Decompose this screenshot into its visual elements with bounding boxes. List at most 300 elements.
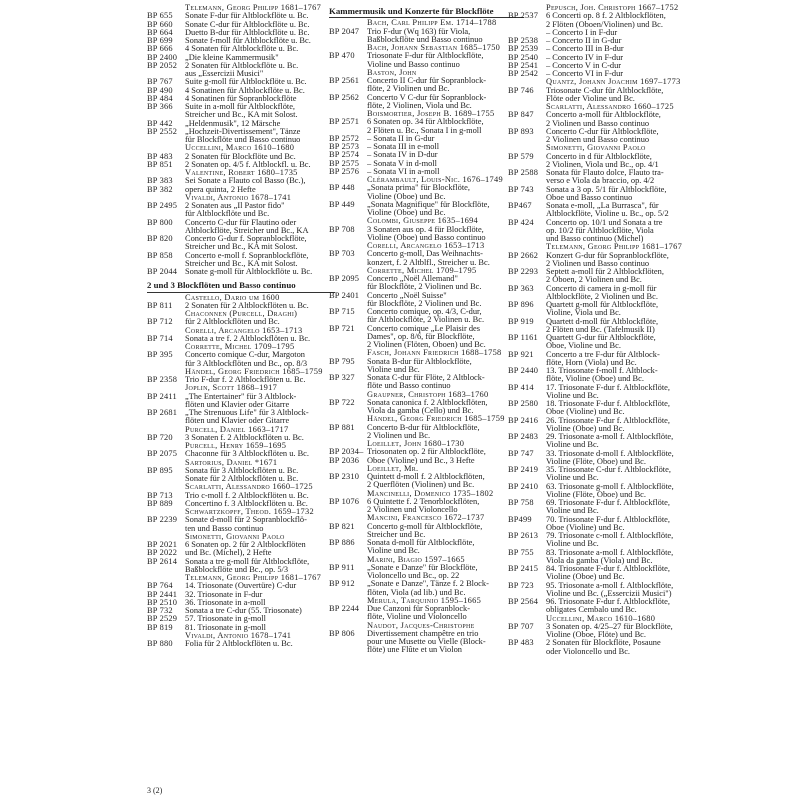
work-title: 79. Triosonate c-moll f. Altblockflöte,	[546, 532, 674, 540]
catalog-entry	[147, 210, 335, 218]
work-title: obligates Cembalo und Bc.	[546, 606, 637, 615]
composer-name: Purcell, Henry 1659–1695	[185, 442, 287, 450]
catalog-entry	[508, 532, 718, 540]
work-title: Oboe und Basso continuo	[546, 193, 633, 202]
catalog-entry	[508, 334, 718, 342]
catalog-entry	[147, 235, 335, 243]
work-title: flöte, 2 Violinen und Bc.	[367, 85, 450, 94]
work-title: Violine, Viola und Bc.	[546, 309, 621, 318]
catalog-number: BP 2564	[508, 597, 539, 606]
catalog-number: BP 2580	[508, 399, 539, 408]
catalog-number: BP 1161	[508, 333, 538, 342]
work-title: „Heldenmusik", 12 Märsche	[185, 119, 281, 128]
catalog-entry	[508, 318, 718, 326]
work-title: 32. Triosonate in F-dur	[185, 590, 263, 599]
catalog-number	[329, 432, 367, 440]
catalog-entry	[508, 120, 718, 128]
work-title: Streicher und Bc., KA mit Solost.	[185, 111, 298, 120]
catalog-number: BP 655	[147, 11, 173, 21]
catalog-entry	[508, 458, 718, 466]
work-title: „Sonate e Danze" für Blockflöte,	[367, 563, 478, 572]
catalog-number: BP 483	[147, 151, 173, 161]
work-title: 2 Sonaten für Altblockflöte u. Bc.	[185, 61, 299, 70]
catalog-entry	[508, 136, 718, 144]
work-title: flöte und Basso continuo	[367, 382, 451, 391]
work-title: Sonata d-moll für Altblockflöte,	[367, 539, 475, 547]
catalog-entry	[147, 516, 335, 524]
catalog-number: BP 442	[147, 118, 173, 128]
catalog-entry	[147, 37, 335, 45]
catalog-number: BP 2541	[508, 60, 539, 70]
catalog-number: BP 664	[147, 27, 173, 37]
composer-name: Castello, Dario um 1600	[185, 293, 280, 302]
catalog-entry	[508, 549, 718, 557]
catalog-entry	[329, 184, 524, 192]
catalog-number: BP 2400	[147, 52, 178, 62]
composer-name: Simonetti, Giovanni Paolo	[185, 532, 285, 541]
work-title: flöte, Violine und Violoncello	[367, 613, 467, 622]
composer-name: Scarlatti, Alessandro 1660–1725	[185, 483, 313, 492]
composer-name: Telemann, Georg Philipp 1681–1767	[546, 243, 683, 252]
work-title: „Die kleine Kammermusik"	[185, 53, 279, 62]
work-title: 2 Sonaten op. 4/5 f. Altblockfl. u. Bc.	[185, 160, 311, 169]
work-title: für Altblockflöte, 2 Violinen u. Bc.	[367, 316, 485, 325]
catalog-entry	[329, 374, 524, 382]
composer-heading	[508, 615, 718, 623]
catalog-number	[147, 360, 185, 368]
catalog-number	[329, 382, 367, 390]
catalog-number: BP 764	[147, 581, 173, 591]
catalog-number: BP 811	[147, 300, 173, 310]
composer-heading	[147, 343, 335, 351]
composer-name: Corelli, Arcangelo 1653–1713	[367, 242, 485, 250]
work-title: flöte) une Flûte et un Violon	[367, 646, 462, 655]
catalog-entry	[329, 250, 524, 258]
catalog-entry	[147, 640, 335, 648]
work-title: Violine und Basso continuo	[367, 60, 460, 69]
catalog-number: BP 2561	[329, 76, 360, 85]
catalog-entry	[329, 638, 524, 646]
catalog-number: BP 2662	[508, 250, 539, 260]
catalog-entry	[329, 531, 524, 539]
work-title: Violine und Bc.	[367, 365, 420, 374]
composer-heading	[329, 176, 524, 184]
catalog-entry	[147, 12, 335, 20]
catalog-number: BP 758	[508, 498, 534, 507]
composer-name: Joplin, Scott 1868–1917	[185, 384, 278, 393]
catalog-entry	[329, 341, 524, 349]
catalog-number: BP 2529	[147, 614, 178, 624]
catalog-number: BP 2574	[329, 150, 360, 160]
catalog-number: BP 819	[147, 622, 173, 632]
composer-heading	[329, 44, 524, 52]
work-title: 4 Sonatinen für Sopranblockflöte	[185, 94, 297, 103]
catalog-list-2	[329, 19, 524, 654]
catalog-entry	[329, 424, 524, 432]
work-title: für Altblockflöte und Bc.	[185, 210, 270, 219]
work-title: Violine und Bc.	[546, 391, 599, 400]
composer-name: Uccellini, Marco 1610–1680	[546, 614, 656, 623]
catalog-entry	[329, 193, 524, 201]
work-title: Concerto a tre F-dur für Altblock-	[546, 350, 660, 359]
catalog-number: BP 2537	[508, 11, 539, 21]
composer-heading	[147, 169, 335, 177]
catalog-entry	[147, 351, 335, 359]
composer-heading	[508, 78, 718, 86]
work-title: Concerto comique, op. 4/3, C-dur,	[367, 308, 482, 316]
work-title: für Blockflöte und Basso continuo	[185, 136, 301, 144]
work-title: 26. Triosonate F-dur f. Altblockflöte,	[546, 416, 670, 425]
catalog-number: BP 2419	[508, 465, 539, 474]
catalog-entry	[329, 580, 524, 588]
composer-name: Colombi, Giuseppe 1635–1694	[367, 217, 479, 226]
catalog-number: BP 2441	[147, 589, 178, 599]
composer-name: Naudot, Jacques-Christophe	[367, 621, 475, 630]
work-title: Septett a-moll für 2 Altblockflöten,	[546, 268, 664, 276]
catalog-entry	[508, 524, 718, 532]
catalog-number: BP 896	[508, 300, 534, 309]
catalog-entry	[147, 376, 335, 384]
catalog-entry	[329, 168, 524, 176]
composer-heading	[147, 574, 335, 582]
catalog-number: BP 2416	[508, 415, 539, 425]
catalog-entry	[508, 177, 718, 185]
catalog-number: BP 723	[508, 580, 534, 590]
catalog-number	[508, 235, 546, 243]
catalog-entry	[508, 425, 718, 433]
catalog-number: BP 2075	[147, 449, 178, 459]
catalog-entry	[508, 285, 718, 293]
catalog-entry	[508, 648, 718, 656]
composer-heading	[147, 310, 335, 318]
catalog-number: BP 2571	[329, 117, 360, 127]
work-title: 13. Triosonate f-moll f. Altblock-	[546, 367, 658, 375]
catalog-list-3	[508, 4, 718, 656]
work-title: 6 Quintette f. 2 Tenorblockflöten,	[367, 497, 480, 506]
catalog-entry	[147, 393, 335, 401]
work-title: 4 Sonaten für Altblockflöte u. Bc.	[185, 45, 299, 54]
work-title: Concerto B-dur für Altblockflöte,	[367, 423, 480, 432]
catalog-entry	[147, 467, 335, 475]
work-title: Concerto II C-dur für Sopranblock-	[367, 77, 487, 85]
catalog-entry	[147, 186, 335, 194]
catalog-number: BP 490	[147, 85, 173, 95]
catalog-entry	[329, 209, 524, 217]
catalog-entry	[329, 539, 524, 547]
composer-name: Scarlatti, Alessandro 1660–1725	[546, 103, 674, 111]
catalog-entry	[147, 243, 335, 251]
catalog-entry	[508, 557, 718, 565]
catalog-number: BP 712	[147, 317, 173, 327]
catalog-entry	[329, 226, 524, 234]
catalog-entry	[329, 366, 524, 374]
catalog-number: BP 2401	[329, 290, 360, 300]
catalog-number: BP 2044	[147, 267, 178, 276]
catalog-number: BP 2576	[329, 166, 360, 176]
catalog-number: BP 2495	[147, 201, 178, 210]
catalog-number	[508, 21, 546, 29]
catalog-entry	[508, 565, 718, 573]
work-title: Streicher und Bc., KA mit Solost.	[185, 243, 298, 252]
work-title: ten und Basso continuo	[185, 524, 264, 533]
work-title: Chaconne für 3 Altblockflöten u. Bc.	[185, 450, 309, 459]
work-title: Trio F-dur (Wq 163) für Viola,	[367, 27, 471, 36]
work-title: Violine (Oboe) und Bc.	[367, 192, 446, 201]
catalog-entry	[508, 499, 718, 507]
work-title: 2 Sonaten für Blockflöte und Bc.	[185, 152, 296, 161]
composer-name: Fasch, Johann Friedrich 1688–1758	[367, 349, 502, 358]
catalog-entry	[147, 153, 335, 161]
catalog-entry	[329, 564, 524, 572]
composer-name: Corelli, Arcangelo 1653–1713	[185, 326, 303, 335]
work-title: Konzert G-dur für Sopranblockflöte,	[546, 251, 669, 260]
work-title: – Sonata VI in a-moll	[367, 167, 440, 176]
catalog-number: BP 806	[329, 628, 355, 638]
composer-heading	[329, 415, 524, 423]
work-title: 2 Flöten (Oboen/Violinen) und Bc.	[546, 20, 663, 29]
catalog-number	[329, 407, 367, 415]
catalog-entry	[329, 457, 524, 465]
catalog-entry	[508, 252, 718, 260]
catalog-number: BP 448	[329, 183, 355, 193]
section-title-2-3-blockfloeten: 2 und 3 Blockflöten und Basso continuo	[147, 278, 335, 292]
catalog-number: BP 2034–	[329, 447, 364, 457]
work-title: 2 Violinen und Bc.	[367, 431, 431, 440]
work-title: 2 Sonaten für 2 Altblockflöten u. Bc.	[185, 301, 309, 310]
catalog-entry	[147, 29, 335, 37]
work-title: 2 Querflöten (Violinen) und Bc.	[367, 481, 475, 490]
catalog-entry	[329, 201, 524, 209]
catalog-number: BP 382	[147, 184, 173, 194]
work-title: – Sonata II in G-dur	[367, 134, 435, 143]
work-title: Concerto e-moll f. Sopranblockflöte,	[185, 251, 309, 260]
catalog-entry	[508, 21, 718, 29]
catalog-entry	[147, 95, 335, 103]
work-title: Sonate d-moll für 2 Sopranblockflö-	[185, 516, 307, 525]
work-title: op. 10/2 für Altblockflöte, Viola	[546, 226, 654, 235]
work-title: Violine und Bc.	[546, 474, 599, 483]
work-title: 3 Sonaten aus op. 4 für Blockflöte,	[367, 225, 484, 234]
composer-name: Schwartzkopff, Theod. 1659–1732	[185, 508, 314, 516]
catalog-entry	[508, 450, 718, 458]
catalog-number: BP 414	[508, 382, 534, 392]
catalog-number: BP 2021	[147, 540, 178, 549]
work-title: Sonate f-moll für Altblockflöte u. Bc.	[185, 37, 311, 45]
catalog-number: BP 2552	[147, 126, 178, 136]
catalog-number: BP 2562	[329, 92, 360, 102]
work-title: 18. Triosonate F-dur f. Altblockflöte,	[546, 400, 670, 408]
work-title: Quartett G-dur für Altblockflöte,	[546, 334, 656, 342]
work-title: Violine (Oboe) und Bc.	[367, 209, 446, 217]
work-title: „The Strenuous Life" für 3 Altblock-	[185, 409, 309, 417]
composer-heading	[147, 459, 335, 467]
catalog-entry	[508, 359, 718, 367]
work-title: – Concerto V in C-dur	[546, 61, 622, 70]
catalog-entry	[508, 433, 718, 441]
work-title: Baßblockflöte und Bc., op. 5/3	[185, 565, 289, 574]
work-title: Violine (Oboe) und Basso continuo	[367, 233, 486, 242]
catalog-number	[329, 209, 367, 217]
catalog-number: BP 2047	[329, 26, 360, 36]
catalog-number: BP 2036	[329, 455, 360, 465]
work-title: Violine und Bc.	[546, 441, 599, 450]
catalog-number	[329, 36, 367, 44]
catalog-number: BP 912	[329, 579, 355, 589]
work-title: pour une Musette ou Vielle (Block-	[367, 638, 486, 646]
work-title: 2 Violinen und Basso continuo	[546, 119, 650, 128]
composer-heading	[329, 217, 524, 225]
work-title: Trio F-dur f. 2 Altblockflöten u. Bc.	[185, 376, 306, 384]
catalog-number: BP 424	[508, 217, 534, 227]
catalog-entry	[147, 87, 335, 95]
catalog-entry	[329, 646, 524, 654]
catalog-number: BP 2483	[508, 432, 539, 441]
catalog-entry	[508, 235, 718, 243]
composer-heading	[147, 426, 335, 434]
catalog-entry	[147, 202, 335, 210]
composer-name: Pepusch, Joh. Christoph 1667–1752	[546, 4, 679, 12]
catalog-entry	[147, 78, 335, 86]
work-title: Violine und Bc.	[546, 507, 599, 516]
catalog-entry	[508, 309, 718, 317]
composer-name: Simonetti, Giovanni Paolo	[546, 144, 646, 153]
column-1	[147, 4, 335, 648]
catalog-entry	[329, 118, 524, 126]
catalog-number: BP 708	[329, 224, 355, 234]
catalog-entry	[147, 615, 335, 623]
catalog-entry	[508, 598, 718, 606]
catalog-number: BP 2411	[147, 391, 177, 401]
catalog-number	[329, 259, 367, 267]
work-title: für 3 Altblockflöten und Bc., op. 8/3	[185, 359, 308, 368]
composer-name: Loeillet, Mr.	[367, 464, 419, 473]
catalog-entry	[508, 631, 718, 639]
catalog-entry	[508, 87, 718, 95]
work-title: Streicher und Bc.	[367, 530, 426, 539]
catalog-entry	[329, 630, 524, 638]
catalog-entry	[508, 392, 718, 400]
catalog-number	[147, 566, 185, 574]
catalog-number: BP 720	[147, 432, 173, 442]
work-title: 63. Triosonate g-moll f. Altblockflöte,	[546, 482, 674, 491]
section-title-kammermusik: Kammermusik und Konzerte für Blockflöte	[329, 4, 524, 18]
catalog-entry	[147, 475, 335, 483]
work-title: und Bc. (Michel), 2 Hefte	[185, 549, 272, 558]
work-title: Quartett d-moll für Altblockflöte,	[546, 317, 659, 326]
catalog-entry	[508, 474, 718, 482]
catalog-entry	[329, 589, 524, 597]
composer-heading	[329, 242, 524, 250]
work-title: Viola da gamba (Viola) und Bc.	[546, 556, 653, 565]
page-number: 3 (2)	[147, 786, 163, 795]
catalog-number	[329, 506, 367, 514]
catalog-number: BP 2510	[147, 597, 178, 607]
work-title: Violine und Bc.	[367, 547, 420, 556]
catalog-number: BP 881	[329, 422, 355, 432]
composer-name: Mancinelli, Domenico 1735–1802	[367, 489, 494, 498]
catalog-number	[329, 589, 367, 597]
work-title: für Blockflöte, 2 Violinen und Bc.	[367, 299, 482, 308]
catalog-number: BP 732	[147, 606, 173, 615]
work-title: 4 Sonatinen für Altblockflöte u. Bc.	[185, 86, 305, 95]
work-title: 81. Triosonate in g-moll	[185, 623, 266, 632]
composer-name: Baston, John	[367, 68, 417, 77]
composer-name: Telemann, Georg Philipp 1681–1767	[185, 574, 322, 582]
work-title: 2 Violinen, Viola und Bc., op. 4/1	[546, 160, 659, 169]
work-title: Sonate C-dur für Altblockflöte u. Bc.	[185, 20, 310, 29]
catalog-entry	[508, 276, 718, 284]
catalog-number: BP 746	[508, 85, 534, 95]
work-title: Violoncello und Bc., op. 22	[367, 572, 460, 580]
work-title: Concerto C-dur für Altblockflöte,	[546, 127, 659, 136]
work-title: verso e Viola da braccio, op. 4/2	[546, 177, 655, 186]
work-title: – Concerto I in F-dur	[546, 28, 618, 37]
work-title: Concerto V C-dur für Sopranblock-	[367, 93, 487, 102]
catalog-number: BP 919	[508, 316, 534, 326]
work-title: 35. Triosonate C-dur f. Altblockflöte,	[546, 466, 671, 474]
work-title: 95. Triosonate a-moll f. Altblockflöte,	[546, 581, 674, 590]
catalog-entry	[147, 302, 335, 310]
work-title: Sonata a tre f. 2 Altblockflöten u. Bc.	[185, 334, 311, 343]
work-title: Concerto „Noël Allemand"	[367, 275, 458, 283]
work-title: Concerto G-dur f. Sopranblockflöte,	[185, 235, 307, 243]
composer-name: Vivaldi, Antonio 1678–1741	[185, 193, 292, 202]
catalog-entry	[329, 506, 524, 514]
catalog-entry	[329, 523, 524, 531]
catalog-entry	[508, 153, 718, 161]
column-2	[329, 4, 524, 655]
catalog-entry	[329, 259, 524, 267]
catalog-number	[329, 613, 367, 621]
catalog-number: BP 2573	[329, 142, 360, 151]
catalog-entry	[147, 409, 335, 417]
catalog-entry	[147, 434, 335, 442]
catalog-number: BP 383	[147, 176, 173, 186]
catalog-number: BP 911	[329, 562, 355, 572]
catalog-entry	[508, 639, 718, 647]
catalog-entry	[508, 54, 718, 62]
catalog-entry	[508, 466, 718, 474]
work-title: flöte, 2 Violinen, Viola und Bc.	[367, 101, 472, 110]
work-title: Triosonate F-dur für Altblockflöte,	[367, 52, 484, 61]
work-title: Concerto „Noël Suisse"	[367, 291, 447, 300]
work-title: Violine (Oboe) und Bc.	[546, 424, 625, 433]
work-title: Sonata a tre g-moll für Altblockflöte,	[185, 557, 310, 566]
work-title: konzert, f. 2 Altblfl., Streicher u. Bc.	[367, 258, 490, 267]
catalog-number	[147, 475, 185, 483]
work-title: 2 Violinen (Flöten, Oboen) und Bc.	[367, 341, 486, 349]
composer-heading	[508, 103, 718, 111]
catalog-entry	[329, 382, 524, 390]
catalog-entry	[508, 210, 718, 218]
catalog-entry	[147, 450, 335, 458]
catalog-number: BP 795	[329, 356, 355, 366]
column-3	[508, 4, 718, 656]
work-title: 29. Triosonate a-moll f. Altblockflöte,	[546, 433, 674, 441]
work-title: Suite g-moll für Altblockflöte u. Bc.	[185, 78, 307, 87]
catalog-entry	[329, 36, 524, 44]
catalog-entry	[147, 21, 335, 29]
catalog-entry	[147, 558, 335, 566]
work-title: 2 Violinen und Violoncello	[367, 506, 458, 514]
catalog-number: BP 2022	[147, 548, 178, 558]
catalog-entry	[147, 103, 335, 111]
work-title: 84. Triosonate F-dur f. Altblockflöte,	[546, 565, 670, 573]
catalog-entry	[329, 77, 524, 85]
work-title: 69. Triosonate F-dur f. Altblockflöte,	[546, 499, 670, 507]
catalog-entry	[508, 37, 718, 45]
work-title: 6 Sonaten op. 2 für 2 Altblockflöten	[185, 541, 306, 549]
